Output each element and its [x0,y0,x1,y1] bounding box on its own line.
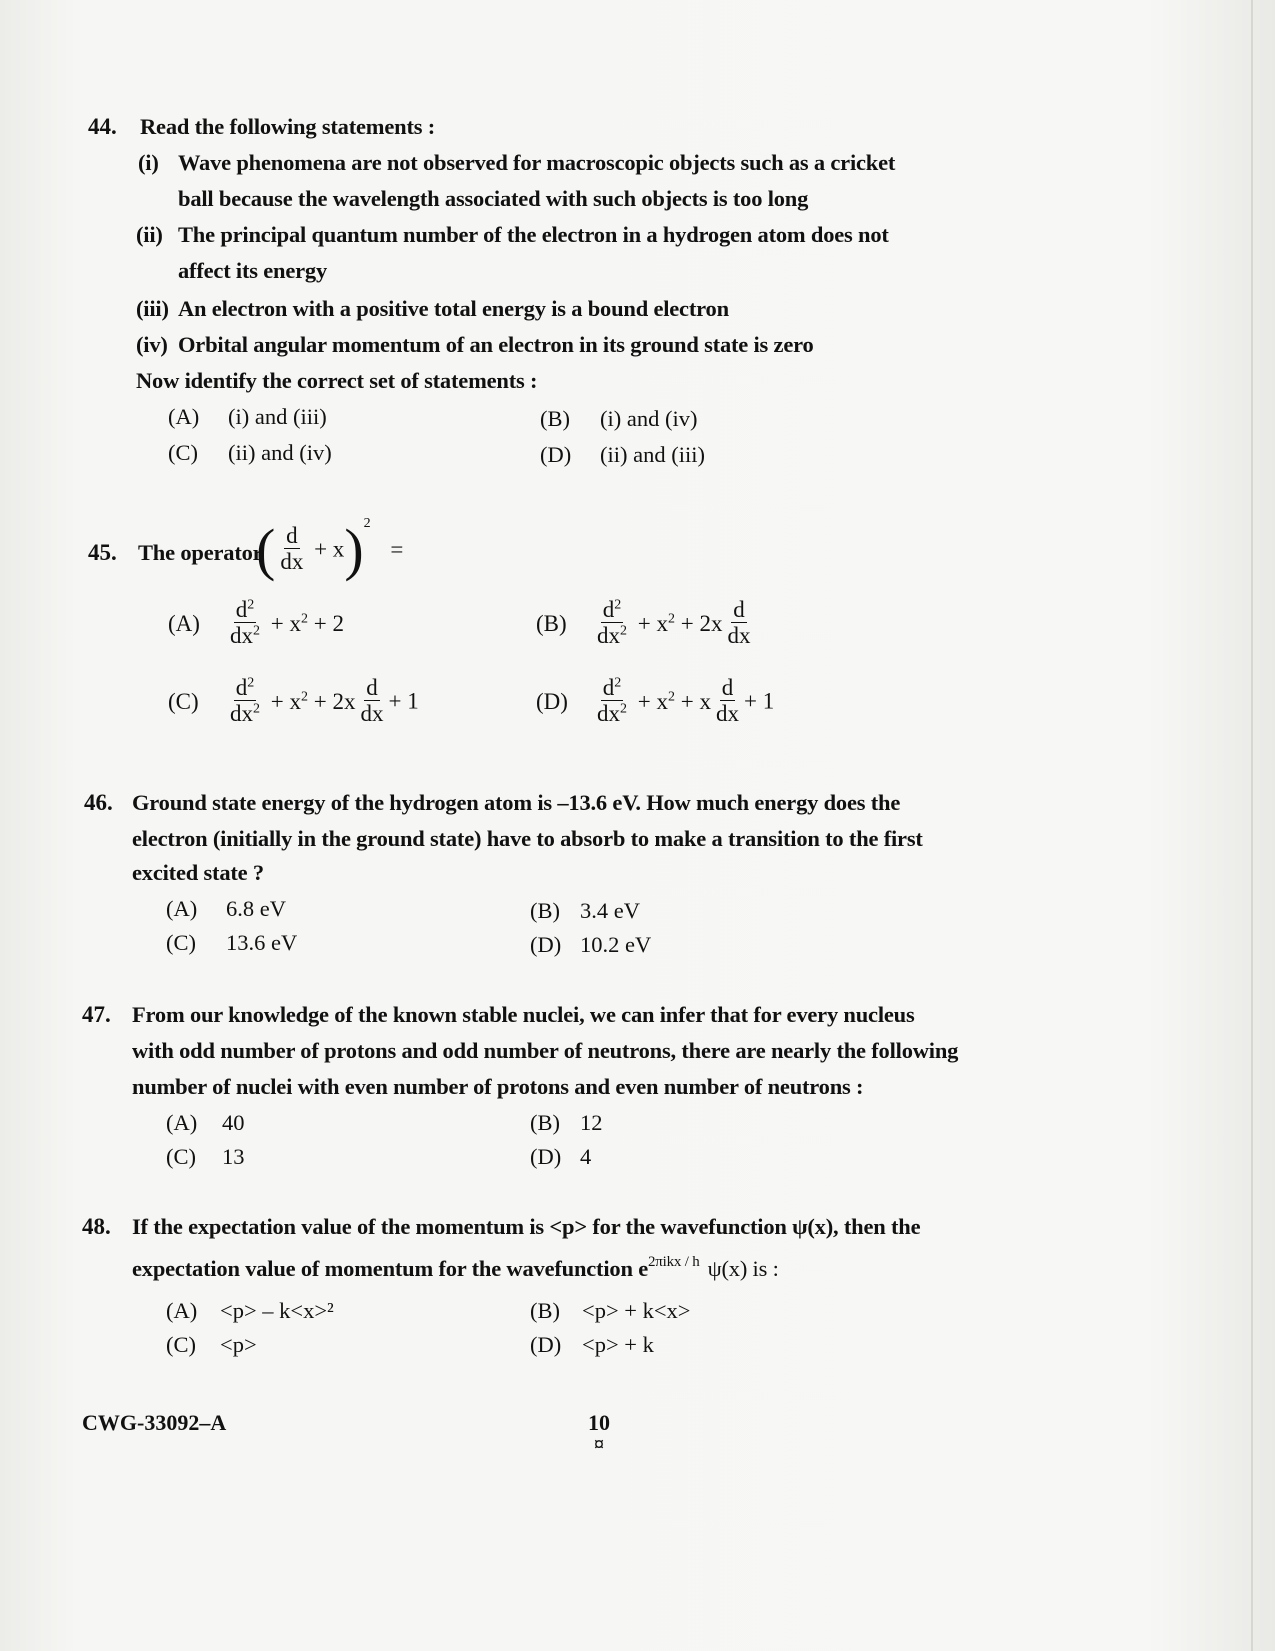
option-b[interactable]: (B) <p> + k<x> [530,1298,691,1323]
page-edge [1251,0,1253,1651]
question-number: 48. [82,1214,111,1239]
statement-text: ball because the wavelength associated with such objects is too long [178,186,809,211]
option-c[interactable]: (C) $\frac{d^2}{dx^2}$ + $x^2 + 2x$ $\frac{d}{dx}$ + 1 [168,675,419,726]
option-c[interactable]: (C) <p> [166,1332,257,1357]
question-number: 44. [88,114,117,139]
option-d[interactable]: (D) <p> + k [530,1332,654,1357]
question-line: expectation value of momentum for the wavefunction $e^{2\pi ikx / h}$ ψ(x) is : [132,1254,779,1281]
option-a[interactable]: (A) <p> – k<x>² [166,1298,334,1323]
statement-label: (iii) [136,296,169,321]
option-c[interactable]: (C) 13.6 eV [166,930,298,955]
statement-text: affect its energy [178,258,328,283]
statement-text: The principal quantum number of the electron in a hydrogen atom does not [178,222,889,247]
option-d[interactable]: (D) $\frac{d^2}{dx^2}$ + $x^2 + x$ $\frac{d}{dx}$ + 1 [536,675,775,726]
statement-label: (iv) [136,332,168,357]
option-c[interactable]: (C) 13 [166,1144,245,1169]
statement-text: Wave phenomena are not observed for macroscopic objects such as a cricket [178,150,896,175]
question-line: Ground state energy of the hydrogen atom is –13.6 eV. How much energy does the [132,790,901,815]
option-b[interactable]: (B) $\frac{d^2}{dx^2}$ + $x^2 + 2x$ $\frac{d}{dx}$ [536,597,751,648]
statement-text: An electron with a positive total energy is a bound electron [178,296,729,321]
question-line: If the expectation value of the momentum is <p> for the wavefunction ψ(x), then the [132,1214,921,1239]
question-number: 47. [82,1002,111,1027]
option-b[interactable]: (B) 3.4 eV [530,898,640,923]
question-number: 46. [84,790,113,815]
operator-expression: ( $\frac{d}{dx}$ + x)$^2$ = [256,515,404,582]
question-number: 45. [88,540,117,565]
option-b[interactable]: (B) 12 [530,1110,603,1135]
question-line: number of nuclei with even number of protons and even number of neutrons : [132,1074,864,1099]
option-c[interactable]: (C) (ii) and (iv) [168,440,332,465]
question-line: excited state ? [132,860,264,885]
option-a[interactable]: (A) 6.8 eV [166,896,286,921]
statement-label: (ii) [136,222,163,247]
statement-text: Orbital angular momentum of an electron in its ground state is zero [178,332,814,357]
option-a[interactable]: (A) 40 [166,1110,245,1135]
paper-code: CWG-33092–A [82,1410,227,1435]
option-b[interactable]: (B) (i) and (iv) [540,406,698,431]
question-line: electron (initially in the ground state) have to absorb to make a transition to the first [132,826,923,851]
statement-label: (i) [138,150,159,175]
option-d[interactable]: (D) (ii) and (iii) [540,442,705,467]
option-a[interactable]: (A) $\frac{d^2}{dx^2}$ + $x^2 + 2$ [168,597,344,648]
question-line: From our knowledge of the known stable nuclei, we can infer that for every nucleus [132,1002,915,1027]
option-d[interactable]: (D) 4 [530,1144,592,1169]
question-prompt: Now identify the correct set of statements : [136,368,538,393]
page-mark-icon: ¤ [594,1434,604,1456]
option-d[interactable]: (D) 10.2 eV [530,932,652,957]
question-stem: The operator [138,540,263,565]
question-line: with odd number of protons and odd number of neutrons, there are nearly the following [132,1038,959,1063]
question-stem: Read the following statements : [140,114,436,139]
page-number: 10 [588,1410,610,1435]
option-a[interactable]: (A) (i) and (iii) [168,404,327,429]
